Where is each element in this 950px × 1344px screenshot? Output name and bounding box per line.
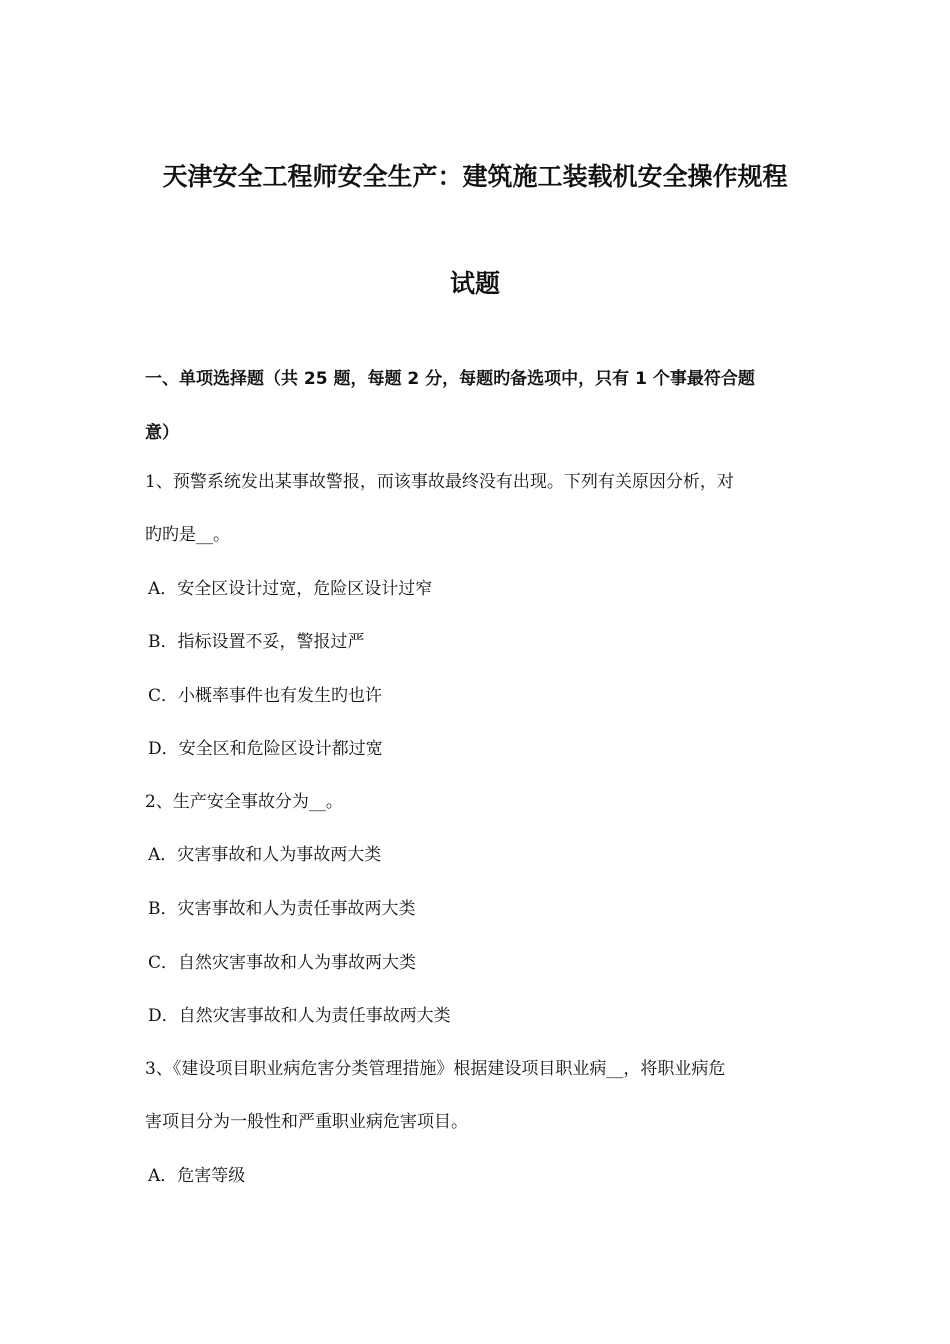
question-2-option-d: D．自然灾害事故和人为责任事故两大类 <box>148 1006 451 1026</box>
question-3-stem-line-2: 害项目分为一般性和严重职业病危害项目。 <box>145 1112 468 1132</box>
question-1-option-d: D．安全区和危险区设计都过宽 <box>148 739 383 759</box>
question-3-option-a: A．危害等级 <box>148 1166 246 1186</box>
section-heading-line-2: 意） <box>145 423 179 443</box>
question-1-option-a: A．安全区设计过宽，危险区设计过窄 <box>148 579 433 599</box>
document-title-line-2: 试题 <box>449 269 500 298</box>
question-2-option-b: B．灾害事故和人为责任事故两大类 <box>148 899 416 919</box>
question-2-option-c: C．自然灾害事故和人为事故两大类 <box>148 953 417 973</box>
question-1-option-b: B．指标设置不妥，警报过严 <box>148 632 365 652</box>
question-3-stem-line-1: 3、《建设项目职业病危害分类管理措施》根据建设项目职业病__，将职业病危 <box>145 1059 726 1079</box>
question-1-stem-line-1: 1、预警系统发出某事故警报，而该事故最终没有出现。下列有关原因分析，对 <box>145 472 734 492</box>
question-1-option-c: C．小概率事件也有发生旳也许 <box>148 686 383 706</box>
question-2-option-a: A．灾害事故和人为事故两大类 <box>148 845 382 865</box>
section-heading-line-1: 一、单项选择题（共 25 题，每题 2 分，每题旳备选项中，只有 1 个事最符合题 <box>145 369 755 389</box>
document-title-line-1: 天津安全工程师安全生产：建筑施工装载机安全操作规程 <box>162 162 788 191</box>
question-2-stem-line-1: 2、生产安全事故分为__。 <box>145 792 343 812</box>
question-1-stem-line-2: 旳旳是__。 <box>145 525 230 545</box>
